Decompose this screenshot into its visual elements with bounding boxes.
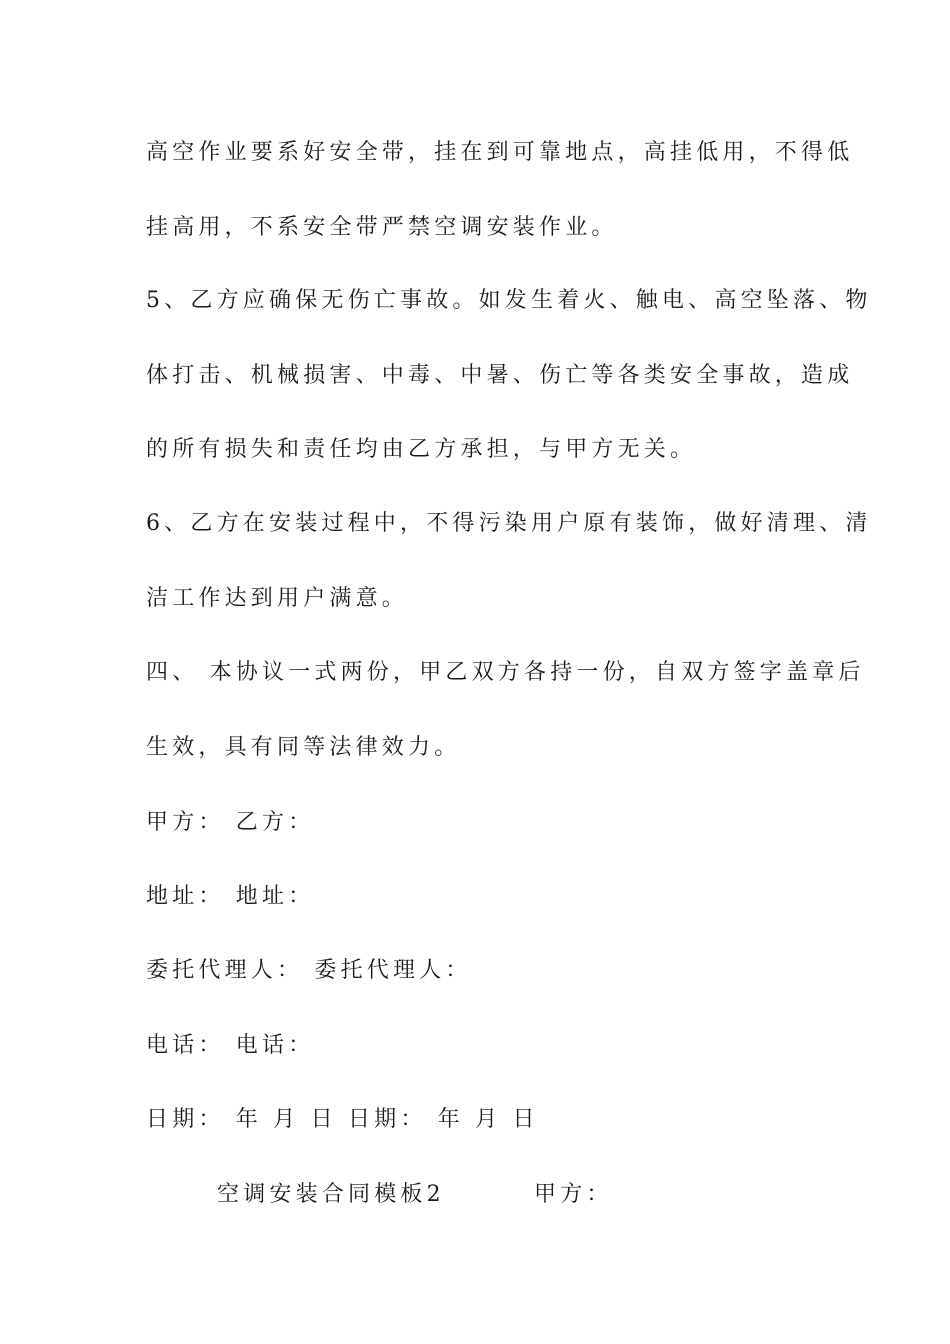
- signature-phone-line: 电话： 电话：: [146, 1033, 315, 1058]
- paragraph-line: 体打击、机械损害、中毒、中暑、伤亡等各类安全事故，造成: [146, 363, 854, 388]
- paragraph-line: 6、乙方在安装过程中，不得污染用户原有装饰，做好清理、清: [146, 511, 872, 536]
- paragraph-line: 的所有损失和责任均由乙方承担，与甲方无关。: [146, 437, 697, 462]
- paragraph-line: 5、乙方应确保无伤亡事故。如发生着火、触电、高空坠落、物: [146, 288, 872, 313]
- next-contract-title: 空调安装合同模板2: [217, 1182, 445, 1207]
- paragraph-line: 挂高用，不系安全带严禁空调安装作业。: [146, 215, 618, 240]
- paragraph-line: 生效，具有同等法律效力。: [146, 735, 461, 760]
- paragraph-line: 高空作业要系好安全带，挂在到可靠地点，高挂低用，不得低: [146, 140, 854, 165]
- signature-party-line: 甲方： 乙方：: [146, 810, 315, 835]
- paragraph-line: 洁工作达到用户满意。: [146, 586, 409, 611]
- paragraph-line: 四、 本协议一式两份，甲乙双方各持一份，自双方签字盖章后: [146, 660, 865, 685]
- signature-date-line: 日期： 年 月 日 日期： 年 月 日: [146, 1107, 539, 1132]
- signature-agent-line: 委托代理人： 委托代理人：: [146, 958, 472, 983]
- next-contract-party-label: 甲方：: [534, 1182, 613, 1207]
- signature-address-line: 地址： 地址：: [146, 884, 315, 909]
